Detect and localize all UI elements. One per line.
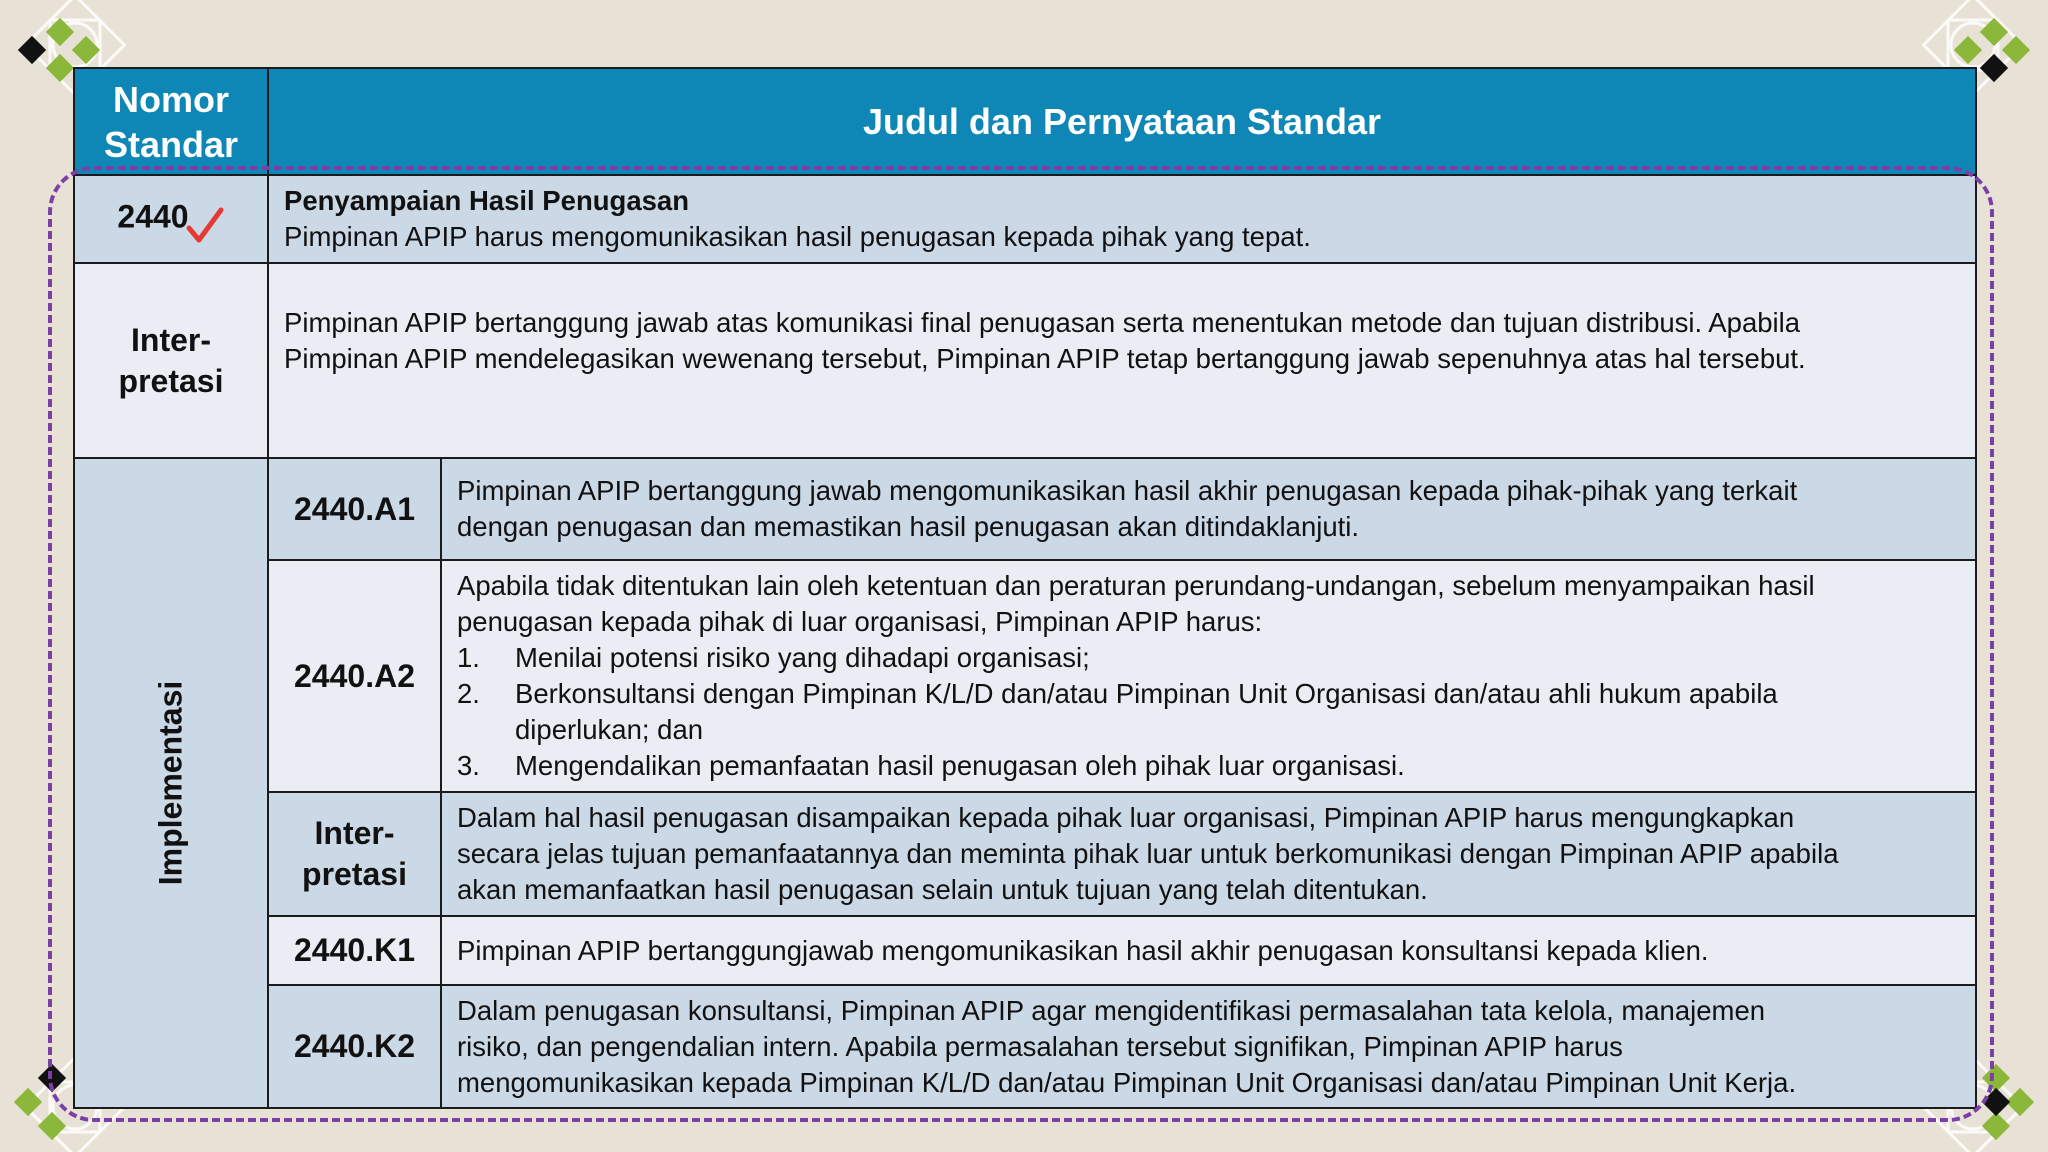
list-item: [457, 748, 1961, 784]
implementation-label: Implementasi: [152, 680, 189, 886]
header-left-line2: Standar: [103, 123, 239, 165]
header-standard-number: [74, 68, 268, 175]
impl-interpretation-label-line1: Inter-: [314, 815, 395, 851]
implementation-row-k2: [74, 985, 1976, 1108]
list-item: [457, 676, 1961, 748]
impl-interpretation-line2: secara jelas tujuan pemanfaatannya dan meminta pihak luar untuk berkomunikasi dengan Pimpinan APIP apabila: [457, 838, 1839, 869]
interpretation-row: [74, 263, 1976, 458]
header-right-text: Judul dan Pernyataan Standar: [862, 100, 1382, 142]
checkmark-icon: [185, 206, 225, 246]
implementation-label-wrap: [75, 459, 267, 1107]
k2-text-line2: risiko, dan pengendalian intern. Apabila permasalahan tersebut signifikan, Pimpinan APIP harus: [457, 1030, 1623, 1062]
impl-interpretation-line3: akan memanfaatkan hasil penugasan selain untuk tujuan yang telah ditentukan.: [457, 874, 1428, 905]
standard-number-cell: [74, 175, 268, 263]
interpretation-label-line1: Inter-: [131, 321, 211, 358]
list-item-text: Berkonsultansi dengan Pimpinan K/L/D dan/atau Pimpinan Unit Organisasi dan/atau ahli hukum apabila: [515, 678, 1778, 709]
a1-text-line1: Pimpinan APIP bertanggung jawab mengomunikasikan hasil akhir penugasan kepada pihak-pihak yang terkait: [457, 475, 1798, 506]
impl-interpretation-label-cell: [268, 792, 441, 916]
k1-text-cell: [441, 916, 1976, 985]
list-item-number: 3.: [457, 750, 480, 781]
list-item-text: Menilai potensi risiko yang dihadapi organisasi;: [515, 642, 1090, 673]
k2-text-line3: mengomunikasikan kepada Pimpinan K/L/D dan/atau Pimpinan Unit Organisasi dan/atau Pimpinan Unit Kerja.: [457, 1066, 1797, 1098]
impl-interpretation-line1: Dalam hal hasil penugasan disampaikan kepada pihak luar organisasi, Pimpinan APIP harus mengungkapkan: [457, 802, 1795, 833]
header-title-statement: [268, 68, 1976, 175]
a2-text-cell: [441, 560, 1976, 792]
interpretation-label-line2: pretasi: [118, 362, 224, 399]
list-item-text: Mengendalikan pemanfaatan hasil penugasan oleh pihak luar organisasi.: [515, 750, 1405, 781]
impl-interpretation-label-line2: pretasi: [302, 856, 407, 892]
a1-text-cell: [441, 458, 1976, 560]
a2-number: 2440.A2: [294, 657, 415, 694]
implementation-row-a1: [74, 458, 1976, 560]
header-left-line1: Nomor: [113, 78, 229, 120]
a1-number-cell: [268, 458, 441, 560]
k2-number-cell: [268, 985, 441, 1108]
a2-text-line2: penugasan kepada pihak di luar organisasi, Pimpinan APIP harus:: [457, 606, 1263, 637]
a2-number-cell: [268, 560, 441, 792]
k2-text-line1: Dalam penugasan konsultansi, Pimpinan APIP agar mengidentifikasi permasalahan tata kelola, manajemen: [457, 994, 1766, 1026]
a1-text-line2: dengan penugasan dan memastikan hasil penugasan akan ditindaklanjuti.: [457, 511, 1360, 542]
list-item-number: 2.: [457, 678, 480, 709]
a1-number: 2440.A1: [294, 490, 415, 527]
interpretation-text-cell: [268, 263, 1976, 458]
k1-text-line1: Pimpinan APIP bertanggungjawab mengomunikasikan hasil akhir penugasan konsultansi kepada klien.: [457, 934, 1709, 966]
standard-title: Penyampaian Hasil Penugasan: [284, 185, 690, 216]
interpretation-text-line2: Pimpinan APIP mendelegasikan wewenang tersebut, Pimpinan APIP tetap bertanggung jawab sepenuhnya atas hal tersebut.: [284, 343, 1806, 374]
k2-text-cell: [441, 985, 1976, 1108]
k2-number: 2440.K2: [294, 1028, 415, 1064]
implementation-row-a2: [74, 560, 1976, 792]
list-item-text-continued: diperlukan; dan: [515, 714, 704, 745]
list-item-number: 1.: [457, 642, 480, 673]
a2-text-line1: Apabila tidak ditentukan lain oleh ketentuan dan peraturan perundang-undangan, sebelum menyampaikan hasil: [457, 570, 1815, 601]
impl-interpretation-text-cell: [441, 792, 1976, 916]
implementation-row-k1: [74, 916, 1976, 985]
standards-table: [73, 67, 1977, 1109]
implementation-row-interpretation: [74, 792, 1976, 916]
header-row: [74, 68, 1976, 175]
standard-row: [74, 175, 1976, 263]
k1-number: 2440.K1: [294, 932, 415, 968]
implementation-label-cell: [74, 458, 268, 1108]
standard-number: 2440: [117, 198, 189, 235]
interpretation-text-line1: Pimpinan APIP bertanggung jawab atas komunikasi final penugasan serta menentukan metode dan tujuan distribusi. Apabila: [284, 307, 1801, 338]
k1-number-cell: [268, 916, 441, 985]
interpretation-label-cell: [74, 263, 268, 458]
a2-list: [457, 640, 1961, 784]
list-item: [457, 640, 1961, 676]
standard-statement: Pimpinan APIP harus mengomunikasikan hasil penugasan kepada pihak yang tepat.: [284, 221, 1311, 252]
standard-statement-cell: [268, 175, 1976, 263]
